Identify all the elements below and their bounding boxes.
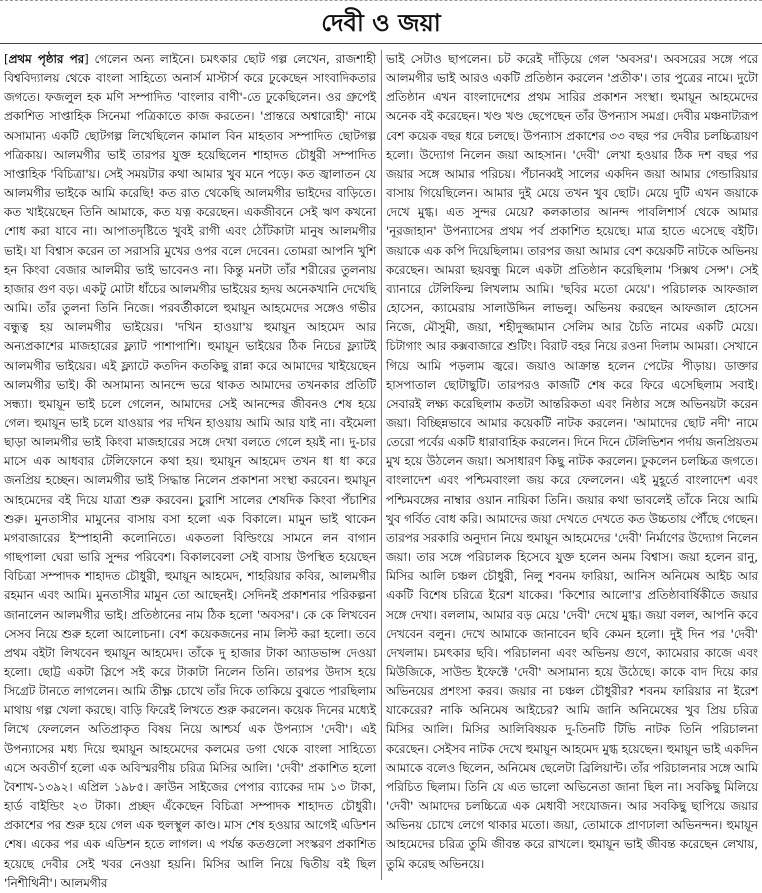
article-headline: দেবী ও জয়া xyxy=(321,9,441,37)
left-column-text: গেলেন অন্য লাইনে। চমৎকার ছোট গল্প লেখেন, রাজশাহী বিশ্ববিদ্যালয় থেকে বাংলা সাহিত্যে অনার্স মাস্টার্স করে ঢুকেছেন সাংবাদিকতার জগতে। ফজলুল হক মণি সম্পাদিত 'বাংলার বাণী'-তে ঢুকেছিলেন। ওর গ্রুপেই প্রকাশিত সাপ্তাহিক সিনেমা পত্রিকাতে কাজ করতেন। 'প্রান্তরে অশ্বারোহী' নামে অসামান্য একটি ছোটগল্প লিখেছিলেন কামাল বিন মাহতাব সম্পাদিত ছোটগল্প পত্রিকায়। আলমগীর ভাই তারপর যুক্ত হয়েছিলেন শাহাদত চৌধুরী সম্পাদিত সাপ্তাহিক 'বিচিত্রা'য়। সেই সময়টার কথা আমার খুব মনে পড়ে। কত জ্বালাতন যে আলমগীর ভাইকে আমি করেছি! কত রাত থেকেছি আলমগীর ভাইদের বাড়িতে। কত খাইয়েছেন তিনি আমাকে, কত যত্ন করেছেন। একজীবনে সেই ঋণ কখনো শোধ করা যাবে না। আপাতদৃষ্টিতে খুবই রাগী এবং ঠোঁটকাটা মানুষ আলমগীর ভাই। যা বিশ্বাস করেন তা সরাসরি মুখের ওপর বলে দেবেন। তোমরা আপনি খুশি হন কিংবা বেজার আলমীর ভাই ভাবেনও না। কিন্তু মনটা তাঁর শরীরের তুলনায় হাজার গুণ বড়। একটু মোটা ধাঁচের আলমগীর ভাইয়ের হৃদয় অনেকখানি দেখেছি আমি। তাঁর তুলনা তিনি নিজে। পরবর্তীকালে হুমায়ূন আহমেদের সঙ্গেও গভীর বন্ধুত্ব হয় আলমগীর ভাইয়ের। 'দখিন হাওয়া'য় হুমায়ূন আহমেদ আর অন্যপ্রকাশের মাজহারের ফ্ল্যাট পাশাপাশি। হুমায়ূন ভাইয়ের ঠিক নিচের ফ্ল্যাটই আলমগীর ভাইয়ের। এই ফ্ল্যাটে কতদিন কতকিছু রান্না করে আমাদের খাইয়েছেন আলমগীর ভাই। কী অসামান্য আনন্দে ভরে থাকত আমাদের তখনকার প্রতিটি সন্ধ্যা। হুমায়ূন ভাই চলে গেলেন, আমাদের সেই আনন্দের জীবনও শেষ হয়ে গেল। হুমায়ূন ভাই চলে যাওয়ার পর দখিন হাওয়ায় আমি আর যাই না। বইমেলা ছাড়া আলমগীর ভাই কিংবা মাজহারের সঙ্গে দেখা বলতে গেলে হয়ই না। দু-চার মাসে এক আধবার টেলিফোনে কথা হয়। হুমায়ূন আহমেদ তখন ধা ধা করে জনপ্রিয় হচ্ছেন। আলমগীর ভাই সিদ্ধান্ত নিলেন প্রকাশনা সংস্থা করবেন। হুমায়ূন আহমেদের বই দিয়ে যাত্রা শুরু করবেন। চুরাশি সালের শেষদিক কিংবা পঁচাশির শুরু। মুনতাসীর মামুনের বাসায় বসা হলো এক বিকালে। মামুন ভাই থাকেন মগবাজারের ইস্পাহানী কলোনিতে। একতলা বিল্ডিংয়ে সামনে লন বাগান গাছপালা ঘেরা ভারি সুন্দর পরিবেশ। বিকালবেলা সেই বাসায় উপস্থিত হয়েছেন বিচিত্রা সম্পাদক শাহাদত চৌধুরী, হুমায়ূন আহমেদ, শাহরিয়ার কবির, আলমগীর রহমান এবং আমি। মুনতাসীর মামুন তো আছেনই। সেদিনই প্রকাশনার পরিকল্পনা জানালেন আলমগীর ভাই। প্রতিষ্ঠানের নাম ঠিক হলো 'অবসর'। কে কে লিখবেন সেসব নিয়ে শুরু হলো আলোচনা। বেশ কয়েকজনের নাম লিস্ট করা হলো। তবে প্রথম বইটা লিখবেন হুমায়ূন আহমেদ। তাঁকে দু হাজার টাকা অ্যাডভান্স দেওয়া হলো। ছোট্ট একটা স্লিপে সই করে টাকাটা নিলেন তিনি। তারপর উদাস হয়ে সিগ্রেট টানতে লাগলেন। আমি তীক্ষ্ণ চোখে তাঁর দিকে তাকিয়ে বুঝতে পারছিলাম মাথায় গল্প খেলা করছে। বাড়ি ফিরেই লিখতে শুরু করলেন। কয়েক দিনের মধ্যেই লিখে ফেললেন অতিপ্রাকৃত বিষয় নিয়ে আশ্চর্য এক উপন্যাস 'দেবী'। এই উপন্যাসের মধ্য দিয়ে হুমায়ূন আহমেদের কলমের ডগা থেকে বাংলা সাহিত্যে এসে অবতীর্ণ হলো এক অবিস্মরণীয় চরিত্র মিসির আলি। 'দেবী' প্রকাশিত হলো বৈশাখ-১৩৯২। এপ্রিল ১৯৮৫। ক্রাউন সাইজের পেপার ব্যাকের দাম ১৩ টাকা, হার্ড বাইন্ডিং ২৩ টাকা। প্রচ্ছদ এঁকেছেন বিচিত্রা সম্পাদক শাহাদত চৌধুরী। প্রকাশের পর শুরু হয়ে গেল এক হুলস্থুল কাণ্ড। মাস শেষ হওয়ার আগেই এডিশন শেষ। একের পর এক এডিশন হতে লাগল। এ পর্যন্ত কতগুলো সংস্করণ প্রকাশিত হয়েছে দেবীর সেই খবর নেওয়া হয়নি। মিসির আলি নিয়ে দ্বিতীয় বই ছিল 'নিশীথিনী'। আলমগীর xyxy=(4,52,377,890)
continued-from-front-label: [প্রথম পৃষ্ঠার পর] xyxy=(4,52,89,66)
top-dashed-rule xyxy=(0,0,762,2)
left-column-paragraph xyxy=(4,50,376,893)
headline-divider xyxy=(0,43,762,44)
right-column xyxy=(386,50,758,880)
right-column-text: ভাই সেটাও ছাপলেন। চট করেই দাঁড়িয়ে গেল 'অবসর'। অবসরের সঙ্গে পরে আলমগীর ভাই আরও একটি প্রতিষ্ঠান করলেন 'প্রতীক'। তার পুত্রের নামে। দুটো প্রতিষ্ঠান এখন বাংলাদেশের প্রথম সারির প্রকাশন সংস্থা। হুমায়ূন আহমেদের অনেক বই করেছেন। খণ্ড খণ্ড ছেপেছেন তাঁর উপন্যাস সমগ্র। দেবীর মঞ্চনাট্যরূপ বেশ কয়েক বছর ধরে চলছে। উপন্যাস প্রকাশের ৩৩ বছর পর দেবীর চলচ্চিত্রায়ণ হলো। উদ্যোগ নিলেন জয়া আহসান। 'দেবী' লেখা হওয়ার ঠিক দশ বছর পর জয়ার সঙ্গে আমার পরিচয়। পঁচানব্বই সালের একদিন জয়া আমার গেন্ডারিয়ার বাসায় গিয়েছিলেন। আমার দুই মেয়ে তখন খুব ছোট। মেয়ে দুটি এখন জয়াকে দেখে মুগ্ধ। এত সুন্দর মেয়ে? কলকাতার আনন্দ পাবলিশার্স থেকে আমার 'নূরজাহান' উপন্যাসের প্রথম পর্ব প্রকাশিত হয়েছে। মাত্র হাতে এসেছে বইটি। জয়াকে এক কপি দিয়েছিলাম। তারপর জয়া আমার বেশ কয়েকটি নাটকে অভিনয় করেছেন। আমরা ছয়বন্ধু মিলে একটা প্রতিষ্ঠান করেছিলাম 'সিক্সথ সেন্স'। সেই ব্যানারে টেলিফিল্ম লিখলাম আমি। 'ছবির মতো মেয়ে'। পরিচালক আফজাল হোসেন, ক্যামেরায় সালাউদ্দিন লাভলু। অভিনয় করছেন আফজাল হোসেন নিজে, মৌসুমী, জয়া, শহীদুজ্জামান সেলিম আর চৈতি নামের একটি মেয়ে। চিটাগাং আর কক্সবাজারে শুটিং। বিরাট বহর নিয়ে রওনা দিলাম আমরা। সেখানে গিয়ে আমি পড়লাম জ্বরে। জয়াও আক্রান্ত হলেন পেটের পীড়ায়। ডাক্তার হাসপাতাল ছোটাছুটি। তারপরও কাজটি শেষ করে ফিরে এসেছিলাম সবাই। সেবারই লক্ষ্য করেছিলাম কতটা আন্তরিকতা এবং নিষ্ঠার সঙ্গে অভিনয়টা করেন জয়া। বিচ্ছিন্নভাবে আমার কয়েকটি নাটক করলেন। 'আমাদের ছোট নদী' নামে তেরো পর্বের একটি ধারাবাহিক করলেন। দিনে দিনে টেলিভিশন পর্দায় জনপ্রিয়তম মুখ হয়ে উঠলেন জয়া। অসাধারণ কিছু নাটক করলেন। ঢুকলেন চলচ্চিত্র জগতে। বাংলাদেশ এবং পশ্চিমবাংলা জয় করে ফেললেন। এই মুহূর্তে বাংলাদেশ এবং পশ্চিমবঙ্গের নাম্বার ওয়ান নায়িকা তিনি। জয়ার কথা ভাবলেই তাঁকে নিয়ে আমি খুব গর্বিত বোধ করি। আমাদের জয়া দেখতে দেখতে কত উচ্চতায় পৌঁছে গেছেন। তারপর সরকারি অনুদান নিয়ে হুমায়ূন আহমেদের 'দেবী' নির্মাণের উদ্যোগ নিলেন জয়া। তার সঙ্গে পরিচালক হিসেবে যুক্ত হলেন অনম বিশ্বাস। জয়া হলেন রানু, মিসির আলি চঞ্চল চৌধুরী, নিলু শবনম ফারিয়া, আনিস অনিমেষ আইচ আর একটি বিশেষ চরিত্রে ইরেশ যাকের। 'কিশোর আলো'র প্রতিষ্ঠাবার্ষিকীতে জয়ার সঙ্গে দেখা। বললাম, আমার বড় মেয়ে 'দেবী' দেখে মুগ্ধ। জয়া বলল, আপনি কবে দেখবেন বলুন। দেখে আমাকে জানাবেন ছবি কেমন হলো। দুই দিন পর 'দেবী' দেখলাম। চমৎকার ছবি। পরিচালনা এবং অভিনয় গুণে, ক্যামেরার কাজে এবং মিউজিকে, সাউন্ড ইফেক্টে 'দেবী' অসামান্য হয়ে উঠেছে। কাকে বাদ দিয়ে কার অভিনয়ের প্রশংসা করব। জয়ার না চঞ্চল চৌধুরীর? শবনম ফারিয়ার না ইরেশ যাকেরের? নাকি অনিমেষ আইচের? আমি জানি অনিমেষের খুব প্রিয় চরিত্র মিসির আলি। মিসির আলিবিষয়ক দু-তিনটি টিভি নাটক তিনি পরিচালনা করেছেন। সেইসব নাটক দেখে হুমায়ূন আহমেদ মুগ্ধ হয়েছেন। হুমায়ূন ভাই একদিন আমাকে বলেও ছিলেন, অনিমেষ ছেলেটা ব্রিলিয়ান্ট। তাঁর পরিচালনার সঙ্গে আমি পরিচিত ছিলাম। তিনি যে এত ভালো অভিনেতা জানা ছিল না। সবকিছু মিলিয়ে 'দেবী' আমাদের চলচ্চিত্রে এক মেধাবী সংযোজন। আর সবকিছু ছাপিয়ে জয়ার অভিনয় চোখে লেগে থাকার মতো। জয়া, তোমাকে প্রাণঢালা অভিনন্দন। হুমায়ূন আহমেদের চরিত্র তুমি জীবন্ত করে রাখলে। হুমায়ূন ভাই জীবন্ত করেছেন লেখায়, তুমি করেছ অভিনয়ে। xyxy=(386,52,758,871)
column-divider xyxy=(381,50,382,880)
article-body xyxy=(4,50,758,890)
left-column xyxy=(4,50,377,890)
